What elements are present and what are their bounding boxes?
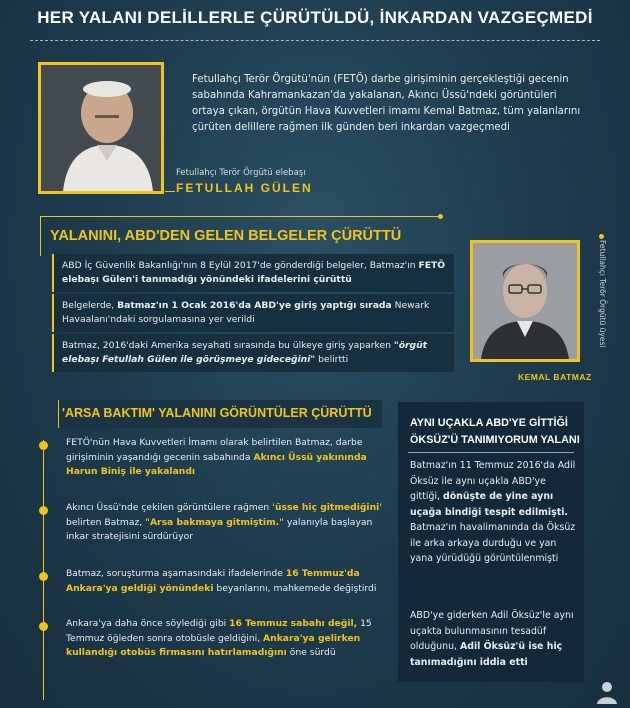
section2-item — [52, 294, 454, 332]
item-text: Ankara'ya daha önce söylediği gibi — [66, 618, 230, 629]
timeline-line — [43, 440, 44, 700]
item-bold: "örgüt elebaşı Fetullah Gülen ile görüşmeye gideceğini" — [62, 340, 428, 365]
section3-item — [66, 436, 386, 480]
item-text: Batmaz, 2016'daki Amerika seyahati sırasında bu ülkeye giriş yaparken — [62, 340, 394, 351]
person1-role: Fetullahçı Terör Örgütü elebaşı — [176, 168, 306, 178]
sidebox-title: AYNI UÇAKLA ABD'YE GİTTİĞİ ÖKSÜZ'Ü TANIMIYORUM YALANI — [410, 417, 580, 446]
item-highlight: 16 Temmuz sabahı değil, — [229, 618, 358, 629]
item-text: Newark Havaalanı'ndaki sorgulamasına yer verildi — [62, 300, 430, 325]
item-text: belirten Batmaz, — [66, 516, 146, 528]
caption-line — [165, 191, 175, 192]
item-text: ABD İç Güvenlik Bakanlığı'nın 8 Eylül 2017'de gönderdiği belgeler, Batmaz'ın — [62, 260, 419, 271]
item-text: Belgelerde, — [62, 300, 118, 311]
timeline-bullet — [39, 441, 48, 450]
item-text: Akıncı Üssü'nde çekilen görüntülere rağmen — [66, 502, 273, 513]
item-text: 15 Temmuz öğleden sonra otobüsle geldiğini, — [66, 618, 372, 644]
paragraph-text: Batmaz'ın havalimanında da Öksüz ile arka arkaya durduğu ve yan yana yürüdüğü görüntülenmişti — [410, 522, 576, 564]
item-highlight: 'üsse hiç gitmediğini' — [272, 502, 383, 513]
section2-title: YALANINI, ABD'DEN GELEN BELGELER ÇÜRÜTTÜ — [50, 228, 402, 244]
title-divider — [30, 40, 600, 41]
sidebox-paragraph — [410, 458, 578, 567]
item-highlight: Akıncı Üssü yakınında Harun Biniş ile yakalandı — [66, 451, 367, 477]
item-bold: Batmaz'ın 1 Ocak 2016'da ABD'ye giriş yaptığı sırada — [117, 300, 392, 311]
person2-name: KEMAL BATMAZ — [518, 372, 592, 382]
paragraph-bold: dönüşte de yine aynı uçağa bindiği tespit edilmişti. — [410, 491, 568, 518]
fetullah-gulen-photo — [38, 62, 164, 194]
user-icon-logo — [594, 680, 620, 704]
timeline-bullet — [39, 572, 48, 581]
timeline-bullet — [39, 622, 48, 631]
section3-title: 'ARSA BAKTIM' YALANINI GÖRÜNTÜLER ÇÜRÜTTÜ — [62, 406, 372, 420]
person1-name: FETULLAH GÜLEN — [176, 181, 313, 195]
person2-role: Fetullahçı Terör Örgütü üyesi — [598, 240, 607, 348]
paragraph-text: Batmaz'ın 11 Temmuz 2016'da Adil Öksüz ile aynı uçakla ABD'ye gittiği, — [410, 460, 576, 502]
section3-item — [66, 617, 386, 661]
item-text: FETÖ'nün Hava Kuvvetleri İmamı olarak belirtilen Batmaz, darbe girişiminin yaşandığı gecenin sabahında — [66, 437, 363, 463]
timeline-bullet — [39, 506, 48, 515]
section2-item — [52, 254, 454, 292]
item-text: beyanlarını, mahkemede değiştirdi — [213, 582, 377, 594]
section2-item — [52, 334, 454, 372]
sidebox-divider — [408, 452, 574, 453]
paragraph-text: ABD'ye giderken Adil Öksüz'le aynı uçakta bulunmasının tesadüf olduğunu, — [410, 610, 574, 652]
item-text: yalanıyla başlayan inkar stratejisini sürdürüyor — [66, 516, 373, 542]
intro-text: Fetullahçı Terör Örgütü'nün (FETÖ) darbe girişiminin gerçekleştiği gecenin sabahında Kahramankazan'da yakalanan, Akıncı Üssü'ndeki görüntüleri ortaya çıkan, örgütün Hava Kuvvetleri imamı Kemal Batmaz, tüm yalanlarını çürüten delillere rağmen ilk günden beri inkardan vazgeçmedi — [192, 74, 581, 133]
section3-item — [66, 567, 386, 596]
section3-item — [66, 501, 386, 545]
caption-dot — [599, 234, 604, 239]
page-title: HER YALANI DELİLLERLE ÇÜRÜTÜLDÜ, İNKARDAN VAZGEÇMEDİ — [37, 8, 593, 27]
item-text: Batmaz, soruşturma aşamasındaki ifadelerinde — [66, 568, 286, 579]
item-highlight: Ankara'ya gelirken kullandığı otobüs firmasını hatırlamadığını — [66, 632, 361, 658]
item-highlight: "Arsa bakmaya gitmiştim." — [145, 516, 284, 528]
item-text: öne sürdü — [286, 647, 336, 658]
paragraph-bold: Adil Öksüz'ü ise hiç tanımadığını iddia etti — [410, 641, 563, 668]
item-bold: FETÖ elebaşı Gülen'i tanımadığı yönündeki ifadelerini çürüttü — [62, 260, 446, 285]
item-highlight: 16 Temmuz'da Ankara'ya geldiği yönündeki — [66, 568, 360, 594]
item-text: belirtti — [315, 354, 349, 365]
kemal-batmaz-photo — [470, 240, 580, 362]
sidebox-paragraph — [410, 608, 578, 670]
